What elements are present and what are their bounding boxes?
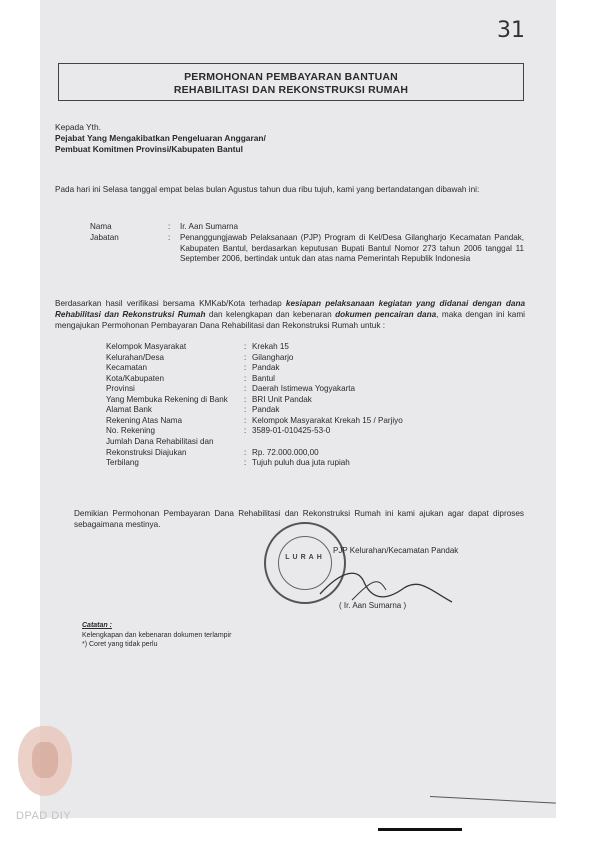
colon: :	[244, 447, 247, 457]
detail-key: Kota/Kabupaten	[106, 373, 165, 383]
signatory-title: PJP Kelurahan/Kecamatan Pandak	[333, 546, 459, 555]
basis-text-2: dan kelengkapan dan kebenaran	[205, 310, 336, 319]
detail-value: BRI Unit Pandak	[252, 394, 312, 404]
recipient-block	[55, 122, 266, 155]
basis-emphasis-1: kesiapan pelaksanaan kegiatan yang didanai dengan dana Rehabilitasi dan Rekonstruksi Rumah	[55, 299, 525, 319]
amount-value: Rp. 72.000.000,00	[252, 447, 319, 457]
amount-words-value: Tujuh puluh dua juta rupiah	[252, 458, 350, 467]
request-details	[106, 342, 526, 502]
colon: :	[244, 373, 247, 383]
basis-text-3: , maka dengan ini kami mengajukan Permohonan Pembayaran Dana Rehabilitasi dan Rekonstruksi Rumah untuk :	[55, 310, 525, 330]
amount-key-line-1: Jumlah Dana Rehabilitasi dan	[106, 437, 214, 446]
detail-key: Kecamatan	[106, 363, 147, 372]
archive-logo-icon	[18, 726, 72, 796]
detail-value: Daerah Istimewa Yogyakarta	[252, 384, 356, 393]
recipient-line-2: Pembuat Komitmen Provinsi/Kabupaten Bantul	[55, 144, 243, 154]
notes-line-2: *) Coret yang tidak perlu	[82, 641, 158, 648]
notes-heading: Catatan :	[82, 622, 112, 629]
field-value: Ir. Aan Sumarna	[180, 222, 239, 231]
basis-paragraph	[55, 298, 525, 331]
recipient-line-1: Pejabat Yang Mengakibatkan Pengeluaran Anggaran/	[55, 133, 266, 143]
detail-value: Pandak	[252, 405, 280, 414]
detail-value: Gilangharjo	[252, 352, 294, 362]
colon: :	[244, 426, 247, 435]
page-number: 31	[497, 18, 525, 43]
watermark-text: DPAD DIY	[16, 810, 72, 822]
colon: :	[244, 458, 247, 467]
colon: :	[244, 394, 247, 404]
field-key: Jabatan	[90, 233, 119, 242]
notes-block	[82, 621, 231, 650]
detail-value: Kelompok Masyarakat Krekah 15 / Parjiyo	[252, 415, 403, 425]
field-value: Penanggungjawab Pelaksanaan (PJP) Program di Kel/Desa Gilangharjo Kecamatan Pandak, Kabupaten Bantul, berdasarkan keputusan Bupati Bantul Nomor 273 tahun 2006 tanggal 11 September 2006, bertindak untuk dan atas nama Pemerintah Republik Indonesia	[180, 233, 524, 263]
signatory-name: ( Ir. Aan Sumarna )	[339, 601, 406, 610]
detail-value: Bantul	[252, 373, 275, 383]
scan-edge-bar	[378, 828, 462, 831]
document-title	[58, 63, 524, 101]
field-key: Nama	[90, 222, 112, 231]
salutation: Kepada Yth.	[55, 122, 101, 132]
amount-key-line-2: Rekonstruksi Diajukan	[106, 447, 187, 457]
detail-key: Kelompok Masyarakat	[106, 342, 187, 351]
colon: :	[244, 405, 247, 414]
title-line-2: REHABILITASI DAN REKONSTRUKSI RUMAH	[173, 84, 409, 96]
colon: :	[244, 384, 247, 393]
detail-key: Rekening Atas Nama	[106, 415, 183, 425]
colon: :	[168, 222, 171, 231]
detail-value: 3589-01-010425-53-0	[252, 426, 331, 435]
closing-paragraph: Demikian Permohonan Pembayaran Dana Rehabilitasi dan Rekonstruksi Rumah ini kami ajukan agar dapat diproses sebagaimana mestinya.	[74, 509, 524, 529]
amount-words-key: Terbilang	[106, 458, 139, 467]
colon: :	[168, 233, 171, 242]
detail-key: Provinsi	[106, 384, 135, 393]
detail-value: Pandak	[252, 363, 280, 372]
detail-value: Krekah 15	[252, 342, 289, 351]
detail-key: Alamat Bank	[106, 405, 152, 414]
colon: :	[244, 342, 247, 351]
title-line-1: PERMOHONAN PEMBAYARAN BANTUAN	[184, 71, 398, 83]
basis-text-1: Berdasarkan hasil verifikasi bersama KMKab/Kota terhadap	[55, 299, 286, 308]
detail-key: Kelurahan/Desa	[106, 352, 165, 362]
colon: :	[244, 415, 247, 425]
basis-emphasis-2: dokumen pencairan dana	[335, 310, 437, 319]
colon: :	[244, 363, 247, 372]
opening-paragraph: Pada hari ini Selasa tanggal empat belas bulan Agustus tahun dua ribu tujuh, kami yang bertandatangan dibawah ini:	[55, 185, 480, 194]
stamp-text: LURAH	[285, 554, 325, 561]
detail-key: Yang Membuka Rekening di Bank	[106, 394, 228, 404]
colon: :	[244, 352, 247, 362]
notes-line-1: Kelengkapan dan kebenaran dokumen terlampir	[82, 631, 232, 639]
detail-key: No. Rekening	[106, 426, 156, 435]
